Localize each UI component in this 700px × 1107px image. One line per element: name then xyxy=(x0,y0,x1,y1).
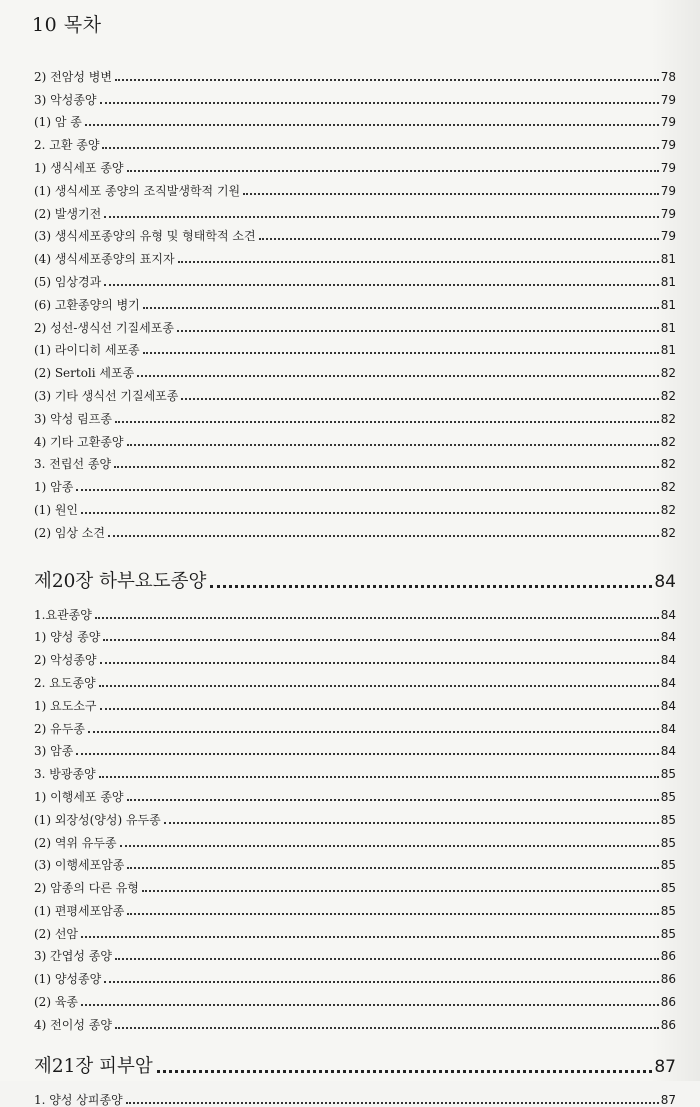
toc-entry-label: 3) 악성종양 xyxy=(34,92,97,107)
dot-leader xyxy=(99,776,659,778)
toc-entry-label: 3. 방광종양 xyxy=(34,767,96,782)
toc-entry-page: 86 xyxy=(660,1017,676,1032)
toc-entry-page: 84 xyxy=(660,675,676,690)
toc-entry xyxy=(34,872,676,895)
toc-entry xyxy=(34,622,676,645)
toc-entry-label: 2) 암종의 다른 유형 xyxy=(34,881,139,896)
dot-leader xyxy=(100,662,659,664)
running-head: 10 목차 xyxy=(32,14,102,36)
toc-entry-label: 1) 암종 xyxy=(34,480,74,495)
dot-leader xyxy=(137,375,659,377)
toc-entry-label: 3) 간엽성 종양 xyxy=(34,949,112,964)
toc-entry xyxy=(34,713,676,736)
toc-entry-label: (2) 육종 xyxy=(34,995,78,1010)
dot-leader xyxy=(181,398,658,400)
toc-entry xyxy=(34,243,676,266)
dot-leader xyxy=(104,981,659,983)
toc-entry xyxy=(34,471,676,494)
toc-entry-page: 85 xyxy=(660,812,676,827)
dot-leader xyxy=(85,124,659,126)
dot-leader xyxy=(103,639,658,641)
dot-leader xyxy=(100,708,659,710)
toc-entry xyxy=(34,266,676,289)
toc-entry-page: 81 xyxy=(660,343,676,358)
toc-entry-page: 84 xyxy=(660,653,676,668)
toc-entry-label: 4) 전이성 종양 xyxy=(34,1017,112,1032)
toc-entry xyxy=(34,107,676,130)
table-of-contents xyxy=(34,61,676,1107)
toc-entry-page: 79 xyxy=(660,229,676,244)
dot-leader xyxy=(243,193,659,195)
dot-leader xyxy=(127,913,658,915)
toc-entry-label: (3) 생식세포종양의 유형 및 형태학적 소견 xyxy=(34,229,256,244)
toc-entry xyxy=(34,644,676,667)
toc-entry-label: 3. 전립선 종양 xyxy=(34,457,112,472)
toc-entry xyxy=(34,494,676,517)
toc-entry xyxy=(34,61,676,84)
dot-leader xyxy=(81,936,659,938)
toc-entry-label: (1) 외장성(양성) 유두종 xyxy=(34,812,161,827)
toc-entry xyxy=(34,221,676,244)
toc-entry-page: 85 xyxy=(660,789,676,804)
toc-entry-label: 2. 요도종양 xyxy=(34,675,96,690)
toc-entry-label: 1) 생식세포 종양 xyxy=(34,160,124,175)
toc-entry-label: (6) 고환종양의 병기 xyxy=(34,297,140,312)
dot-leader xyxy=(76,753,658,755)
toc-entry xyxy=(34,312,676,335)
toc-entry-label: (2) 역위 유두종 xyxy=(34,835,117,850)
dot-leader xyxy=(88,731,659,733)
toc-entry xyxy=(34,690,676,713)
toc-entry-label: (3) 기타 생식선 기질세포종 xyxy=(34,388,179,403)
toc-entry-page: 82 xyxy=(660,366,676,381)
toc-entry-page: 81 xyxy=(660,252,676,267)
dot-leader xyxy=(142,890,659,892)
toc-entry-label: (2) 임상 소견 xyxy=(34,525,105,540)
toc-entry xyxy=(34,152,676,175)
toc-entry xyxy=(34,667,676,690)
toc-entry xyxy=(34,850,676,873)
toc-entry xyxy=(34,804,676,827)
toc-entry-page: 81 xyxy=(660,274,676,289)
toc-entry-page: 79 xyxy=(660,206,676,221)
toc-entry-page: 81 xyxy=(660,297,676,312)
toc-entry-page: 79 xyxy=(660,138,676,153)
dot-leader xyxy=(115,421,659,423)
dot-leader xyxy=(126,1102,659,1104)
toc-entry-page: 82 xyxy=(660,480,676,495)
chapter-20-title: 제20장 하부요도종양 xyxy=(34,570,207,592)
toc-entry xyxy=(34,403,676,426)
dot-leader xyxy=(164,822,659,824)
toc-entry-page: 79 xyxy=(660,92,676,107)
dot-leader xyxy=(115,79,659,81)
toc-entry-page: 84 xyxy=(660,721,676,736)
toc-entry-label: (1) 암 종 xyxy=(34,115,82,130)
toc-entry-label: 1) 양성 종양 xyxy=(34,630,101,645)
toc-entry-page: 85 xyxy=(660,835,676,850)
dot-leader xyxy=(114,466,659,468)
toc-entry-page: 86 xyxy=(660,972,676,987)
toc-entry-label: 2. 고환 종양 xyxy=(34,138,100,153)
toc-entry-page: 82 xyxy=(660,388,676,403)
dot-leader xyxy=(108,535,659,537)
dot-leader xyxy=(76,489,658,491)
chapter-21-heading xyxy=(34,1048,676,1078)
toc-entry xyxy=(34,895,676,918)
toc-entry xyxy=(34,599,676,622)
toc-entry xyxy=(34,357,676,380)
toc-entry xyxy=(34,918,676,941)
dot-leader xyxy=(100,102,659,104)
toc-entry-page: 86 xyxy=(660,949,676,964)
toc-entry xyxy=(34,380,676,403)
dot-leader xyxy=(102,147,658,149)
toc-entry xyxy=(34,941,676,964)
toc-entry-page: 86 xyxy=(660,995,676,1010)
toc-entry-label: 1) 요도소구 xyxy=(34,698,97,713)
toc-entry-label: 1) 이행세포 종양 xyxy=(34,789,124,804)
dot-leader xyxy=(120,845,659,847)
toc-entry xyxy=(34,84,676,107)
dot-leader xyxy=(127,867,658,869)
dot-leader xyxy=(210,585,652,588)
toc-entry-page: 84 xyxy=(660,630,676,645)
toc-entry-label: 2) 유두종 xyxy=(34,721,85,736)
toc-entry xyxy=(34,335,676,358)
toc-entry xyxy=(34,426,676,449)
dot-leader xyxy=(143,352,659,354)
toc-entry-page: 87 xyxy=(660,1092,676,1107)
toc-entry xyxy=(34,986,676,1009)
chapter-20-page: 84 xyxy=(654,571,676,592)
chapter-21-page: 87 xyxy=(654,1056,676,1077)
dot-leader xyxy=(99,685,659,687)
dot-leader xyxy=(143,307,659,309)
dot-leader xyxy=(115,958,659,960)
dot-leader xyxy=(95,617,659,619)
toc-entry-label: 3) 악성 림프종 xyxy=(34,411,112,426)
toc-entry xyxy=(34,289,676,312)
toc-section-group2 xyxy=(34,599,676,1032)
toc-entry-page: 82 xyxy=(660,457,676,472)
dot-leader xyxy=(81,1004,659,1006)
toc-entry-label: 2) 전암성 병변 xyxy=(34,69,112,84)
toc-entry xyxy=(34,736,676,759)
toc-entry-page: 84 xyxy=(660,744,676,759)
dot-leader xyxy=(127,444,659,446)
toc-entry-label: (5) 임상경과 xyxy=(34,274,102,289)
dot-leader xyxy=(157,1070,653,1073)
toc-entry xyxy=(34,1009,676,1032)
toc-entry-label: 3) 암종 xyxy=(34,744,74,759)
toc-entry-page: 85 xyxy=(660,903,676,918)
toc-entry-page: 85 xyxy=(660,858,676,873)
toc-entry-label: (1) 편평세포암종 xyxy=(34,903,125,918)
toc-entry-label: 1.요관종양 xyxy=(34,607,92,622)
toc-entry-page: 85 xyxy=(660,767,676,782)
toc-entry-page: 82 xyxy=(660,525,676,540)
toc-entry xyxy=(34,175,676,198)
toc-entry-page: 82 xyxy=(660,502,676,517)
dot-leader xyxy=(127,799,659,801)
toc-entry-page: 85 xyxy=(660,926,676,941)
dot-leader xyxy=(178,261,659,263)
toc-entry-label: (4) 생식세포종양의 표지자 xyxy=(34,252,175,267)
toc-entry xyxy=(34,827,676,850)
dot-leader xyxy=(127,170,659,172)
toc-entry xyxy=(34,1084,676,1107)
toc-entry xyxy=(34,198,676,221)
toc-entry-label: (1) 원인 xyxy=(34,502,78,517)
dot-leader xyxy=(115,1027,659,1029)
toc-entry-label: 4) 기타 고환종양 xyxy=(34,434,124,449)
chapter-21-title: 제21장 피부암 xyxy=(34,1055,153,1077)
toc-entry-page: 79 xyxy=(660,115,676,130)
toc-entry-label: (2) 선암 xyxy=(34,926,78,941)
toc-entry-label: (3) 이행세포암종 xyxy=(34,858,125,873)
toc-entry xyxy=(34,963,676,986)
toc-entry-label: 1. 양성 상피종양 xyxy=(34,1092,123,1107)
dot-leader xyxy=(259,238,659,240)
toc-entry xyxy=(34,781,676,804)
toc-section-group3 xyxy=(34,1084,676,1107)
toc-entry-label: (1) 생식세포 종양의 조직발생학적 기원 xyxy=(34,183,241,198)
dot-leader xyxy=(104,284,659,286)
toc-entry xyxy=(34,517,676,540)
toc-entry-page: 82 xyxy=(660,411,676,426)
toc-entry-label: (1) 양성종양 xyxy=(34,972,102,987)
toc-entry-page: 79 xyxy=(660,183,676,198)
toc-entry-page: 79 xyxy=(660,160,676,175)
toc-entry-label: 2) 성선-생식선 기질세포종 xyxy=(34,320,174,335)
toc-entry-page: 84 xyxy=(660,607,676,622)
toc-entry-label: (1) 라이디히 세포종 xyxy=(34,343,140,358)
chapter-20-heading xyxy=(34,563,676,593)
toc-entry-label: (2) 발생기전 xyxy=(34,206,102,221)
toc-entry-page: 84 xyxy=(660,698,676,713)
toc-entry xyxy=(34,758,676,781)
dot-leader xyxy=(177,330,659,332)
toc-entry xyxy=(34,449,676,472)
toc-entry-page: 85 xyxy=(660,881,676,896)
dot-leader xyxy=(104,216,659,218)
toc-entry xyxy=(34,129,676,152)
toc-section-group1 xyxy=(34,61,676,540)
toc-entry-label: (2) Sertoli 세포종 xyxy=(34,366,135,381)
toc-entry-page: 81 xyxy=(660,320,676,335)
toc-entry-page: 82 xyxy=(660,434,676,449)
toc-entry-page: 78 xyxy=(660,69,676,84)
dot-leader xyxy=(81,512,659,514)
toc-entry-label: 2) 악성종양 xyxy=(34,653,97,668)
